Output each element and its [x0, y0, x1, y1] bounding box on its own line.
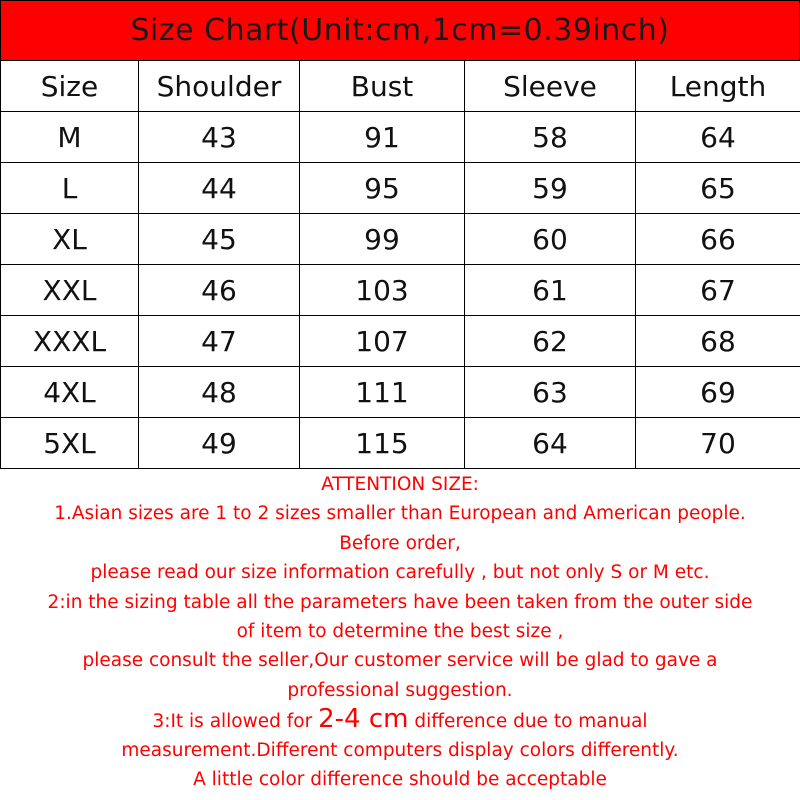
table-header-row: [1, 61, 800, 112]
cell-length: 64: [636, 112, 800, 163]
cell-size: 4XL: [1, 367, 139, 418]
cell-shoulder: 43: [139, 112, 300, 163]
note-3-prefix: 3:It is allowed for: [152, 711, 319, 733]
note-2-line-1: 2:in the sizing table all the parameters have been taken from the outer side: [47, 591, 753, 613]
note-2-line-4: professional suggestion.: [287, 679, 513, 701]
notes-heading: ATTENTION SIZE:: [321, 474, 479, 495]
table-row: [1, 367, 800, 418]
cell-size: L: [1, 163, 139, 214]
note-3-suffix: difference due to manual: [408, 711, 648, 733]
cell-length: 66: [636, 214, 800, 265]
cell-shoulder: 49: [139, 418, 300, 469]
cell-size: XXL: [1, 265, 139, 316]
header-sleeve: Sleeve: [465, 61, 636, 112]
header-length: Length: [636, 61, 800, 112]
cell-sleeve: 58: [465, 112, 636, 163]
table-row: [1, 214, 800, 265]
cell-sleeve: 62: [465, 316, 636, 367]
table-row: [1, 112, 800, 163]
cell-shoulder: 46: [139, 265, 300, 316]
table-row: [1, 316, 800, 367]
cell-size: M: [1, 112, 139, 163]
cell-bust: 107: [300, 316, 465, 367]
header-shoulder: Shoulder: [139, 61, 300, 112]
note-1-line-1: 1.Asian sizes are 1 to 2 sizes smaller than European and American people.: [54, 503, 746, 525]
note-1-line-3: please read our size information carefully , but not only S or M etc.: [90, 562, 710, 584]
header-bust: Bust: [300, 61, 465, 112]
note-3-line-2: measurement.Different computers display colors differently.: [121, 740, 679, 762]
cell-length: 69: [636, 367, 800, 418]
note-3-line-1: [0, 705, 800, 736]
cell-size: 5XL: [1, 418, 139, 469]
cell-sleeve: 63: [465, 367, 636, 418]
size-table: [0, 60, 800, 469]
cell-length: 67: [636, 265, 800, 316]
cell-bust: 95: [300, 163, 465, 214]
table-row: [1, 163, 800, 214]
cell-bust: 115: [300, 418, 465, 469]
cell-bust: 99: [300, 214, 465, 265]
note-3-emphasis: 2-4 cm: [318, 704, 409, 735]
table-row: [1, 265, 800, 316]
cell-size: XL: [1, 214, 139, 265]
size-chart-title: Size Chart(Unit:cm,1cm=0.39inch): [0, 0, 800, 61]
cell-bust: 111: [300, 367, 465, 418]
cell-sleeve: 64: [465, 418, 636, 469]
cell-size: XXXL: [1, 316, 139, 367]
cell-sleeve: 59: [465, 163, 636, 214]
cell-sleeve: 61: [465, 265, 636, 316]
attention-notes: [0, 470, 800, 800]
note-2-line-2: of item to determine the best size ,: [236, 621, 564, 643]
cell-bust: 103: [300, 265, 465, 316]
table-row: [1, 418, 800, 469]
cell-shoulder: 44: [139, 163, 300, 214]
cell-length: 65: [636, 163, 800, 214]
cell-shoulder: 47: [139, 316, 300, 367]
cell-length: 68: [636, 316, 800, 367]
cell-length: 70: [636, 418, 800, 469]
cell-bust: 91: [300, 112, 465, 163]
header-size: Size: [1, 61, 139, 112]
cell-shoulder: 45: [139, 214, 300, 265]
note-1-line-2: Before order,: [339, 532, 461, 554]
note-3-line-3: A little color difference should be acceptable: [193, 769, 607, 791]
note-2-line-3: please consult the seller,Our customer service will be glad to gave a: [82, 650, 718, 672]
cell-shoulder: 48: [139, 367, 300, 418]
cell-sleeve: 60: [465, 214, 636, 265]
